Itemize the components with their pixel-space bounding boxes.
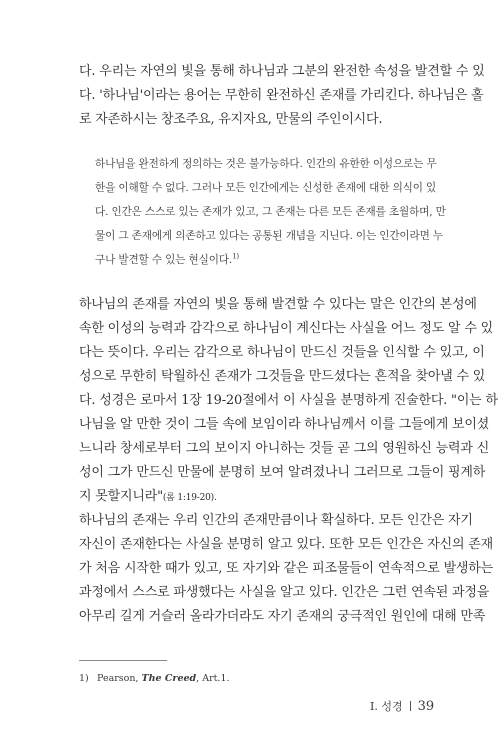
quote-line: 한을 이해할 수 없다. 그러나 모든 인간에게는 신성한 존재에 대한 의식이 있 <box>95 182 437 194</box>
body-line: 다. '하나님'이라는 용어는 무한히 완전하신 존재를 가리킨다. 하나님은 홀 <box>79 88 484 103</box>
body-line: 다. 성경은 로마서 1장 19-20절에서 이 사실을 분명하게 진술한다. "이는 하 <box>79 393 498 408</box>
body-line: 로 자존하시는 창조주요, 유지자요, 만물의 주인이시다. <box>79 112 383 127</box>
footnote-divider <box>79 660 167 661</box>
footnote-number: 1) <box>79 673 89 684</box>
page-folio <box>370 700 434 714</box>
page-number: 39 <box>417 699 435 714</box>
body-line: 과정에서 스스로 파생했다는 사실을 알고 있다. 인간은 그런 연속된 과정을 <box>79 585 490 600</box>
body-line: 하나님의 존재를 자연의 빛을 통해 발견할 수 있다는 말은 인간의 본성에 <box>79 297 477 312</box>
body-line: 가 처음 시작한 때가 있고, 또 자기와 같은 피조물들이 연속적으로 발생하는 <box>79 561 493 576</box>
footnote-title: The Creed <box>141 673 197 684</box>
footnote-rest: , Art.1. <box>196 673 230 684</box>
footnote <box>79 672 230 685</box>
quote-line: 물이 그 존재에게 의존하고 있다는 공통된 개념을 지닌다. 이는 인간이라면 누 <box>95 230 443 242</box>
body-line: 나님을 알 만한 것이 그들 속에 보임이라 하나님께서 이를 그들에게 보이셨 <box>79 417 490 432</box>
body-line: 아무리 길게 거슬러 올라가더라도 자기 존재의 궁극적인 원인에 대해 만족 <box>79 609 486 624</box>
body-line: 다는 뜻이다. 우리는 감각으로 하나님이 만드신 것들을 인식할 수 있고, 이 <box>79 345 485 360</box>
running-section-title: I. 성경 <box>370 700 403 713</box>
folio-separator <box>410 701 411 711</box>
footnote-author: Pearson, <box>97 673 142 684</box>
body-line: 느니라 창세로부터 그의 보이지 아니하는 것들 곧 그의 영원하신 능력과 신 <box>79 441 490 456</box>
body-line: 성으로 무한히 탁월하신 존재가 그것들을 만드셨다는 흔적을 찾아낼 수 있 <box>79 369 486 384</box>
body-line: 자신이 존재한다는 사실을 분명히 알고 있다. 또한 모든 인간은 자신의 존재 <box>79 537 493 552</box>
quote-last-text: 구나 발견할 수 있는 현실이다. <box>95 254 233 266</box>
scripture-quote-end: 지 못할지니라" <box>79 489 163 504</box>
scripture-citation: (롬 1:19-20). <box>162 493 217 503</box>
quote-line: 하나님을 완전하게 정의하는 것은 불가능하다. 인간의 유한한 이성으로는 무 <box>95 158 437 170</box>
body-line: 속한 이성의 능력과 감각으로 하나님이 계신다는 사실을 어느 정도 알 수 있 <box>79 321 493 336</box>
body-line: 하나님의 존재는 우리 인간의 존재만큼이나 확실하다. 모든 인간은 자기 <box>79 513 473 528</box>
quote-line <box>95 252 430 268</box>
body-line: 다. 우리는 자연의 빛을 통해 하나님과 그분의 완전한 속성을 발견할 수 있 <box>79 64 485 79</box>
quote-line: 다. 인간은 스스로 있는 존재가 있고, 그 존재는 다른 모든 존재를 초월하며, 만 <box>95 206 446 218</box>
footnote-reference: 1) <box>232 252 239 261</box>
body-line <box>79 488 429 507</box>
body-line: 성이 그가 만드신 만물에 분명히 보여 알려졌나니 그러므로 그들이 핑계하 <box>79 465 486 480</box>
